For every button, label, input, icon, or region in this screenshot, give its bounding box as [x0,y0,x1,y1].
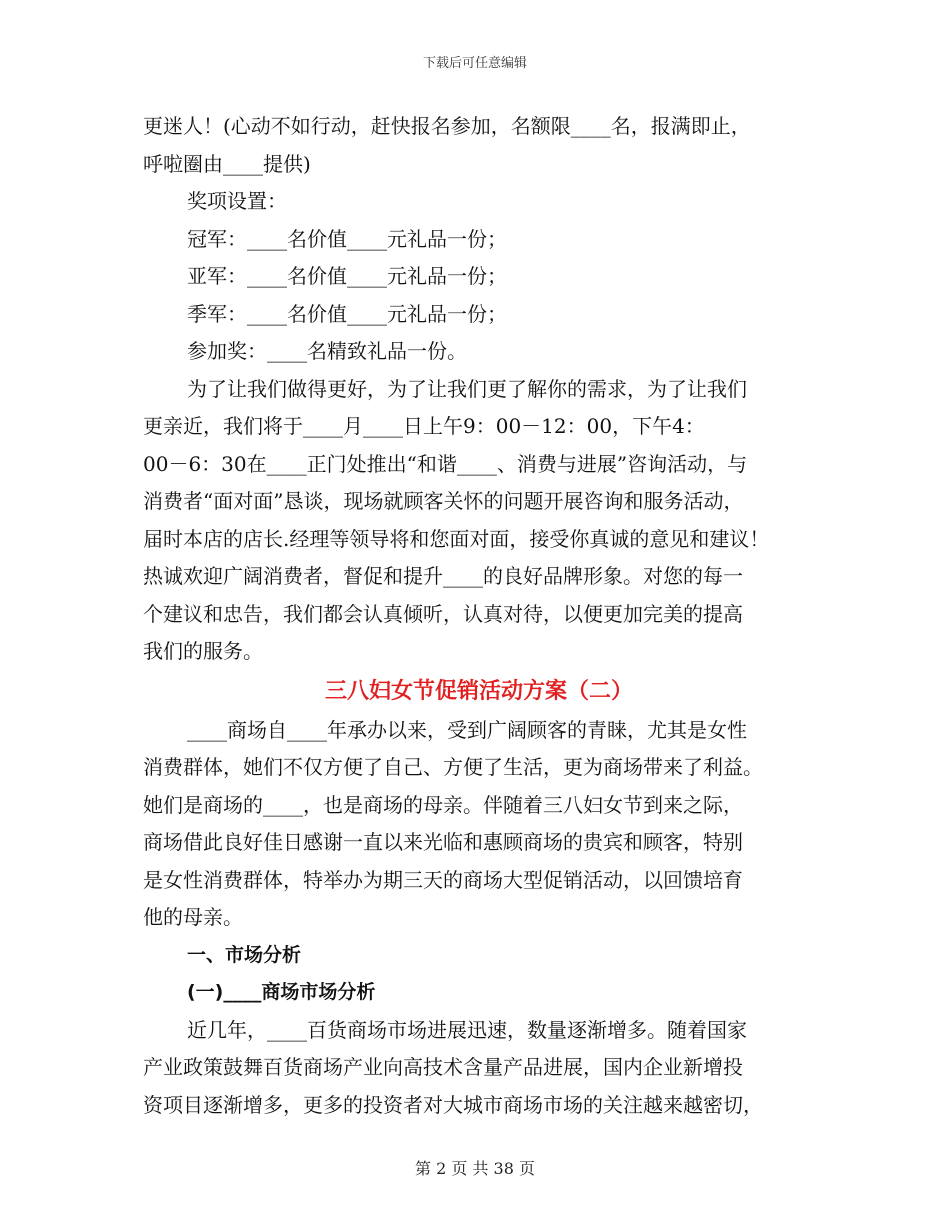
header-note: 下载后可任意编辑 [422,56,527,71]
section-title: 三八妇女节促销活动方案（二） [324,678,633,704]
paragraph-line: 消费者“面对面”恳谈，现场就顾客关怀的问题开展咨询和服务活动， [143,489,744,513]
paragraph-line: 他的母亲。 [143,905,243,929]
subheading-mall-market-analysis: (一)____商场市场分析 [187,981,376,1003]
paragraph-line: 她们是商场的____，也是商场的母亲。伴随着三八妇女节到来之际， [143,792,743,817]
prize-line-runner-up: 亚军：____名价值____元礼品一份； [187,264,507,288]
paragraph-line: 为了让我们做得更好，为了让我们更了解你的需求，为了让我们 [187,376,747,401]
paragraph-line: 届时本店的店长.经理等领导将和您面对面，接受你真诚的意见和建议！ [143,526,770,551]
paragraph-line: 近几年，____百货商场市场进展迅速，数量逐渐增多。随着国家 [187,1017,747,1042]
paragraph-line: 更迷人！(心动不如行动，赶快报名参加，名额限____名，报满即止， [143,114,751,138]
prize-line-participation: 参加奖：____名精致礼品一份。 [187,339,467,363]
page-number: 第 2 页 共 38 页 [415,1159,535,1178]
paragraph-line: 00－6：30在____正门处推出“和谐____、消费与进展”咨询活动，与 [143,451,748,476]
paragraph-line: 我们的服务。 [143,639,263,663]
paragraph-line: 个建议和忠告，我们都会认真倾听，认真对待，以便更加完美的提高 [143,601,743,626]
prize-line-champion: 冠军：____名价值____元礼品一份； [187,226,507,251]
paragraph-line: 更亲近，我们将于____月____日上午9：00－12：00，下午4： [143,414,705,438]
paragraph-line: 热诚欢迎广阔消费者，督促和提升____的良好品牌形象。对您的每一 [143,564,743,588]
heading-market-analysis: 一、市场分析 [187,943,302,966]
paragraph-line: 资项目逐渐增多，更多的投资者对大城市商场市场的关注越来越密切， [143,1092,763,1117]
paragraph-line: 奖项设置： [187,189,287,213]
paragraph-line: 是女性消费群体，特举办为期三天的商场大型促销活动，以回馈培育 [143,867,743,892]
paragraph-line: 呼啦圈由____提供) [143,151,311,176]
paragraph-line: 消费群体，她们不仅方便了自己、方便了生活，更为商场带来了利益。 [143,755,763,779]
prize-line-third: 季军：____名价值____元礼品一份； [187,301,507,326]
paragraph-line: ____商场自____年承办以来，受到广阔顾客的青睐，尤其是女性 [187,717,747,742]
paragraph-line: 商场借此良好佳日感谢一直以来光临和惠顾商场的贵宾和顾客，特别 [143,830,743,854]
paragraph-line: 产业政策鼓舞百货商场产业向高技术含量产品进展，国内企业新增投 [143,1055,743,1079]
document-body [143,108,815,1124]
